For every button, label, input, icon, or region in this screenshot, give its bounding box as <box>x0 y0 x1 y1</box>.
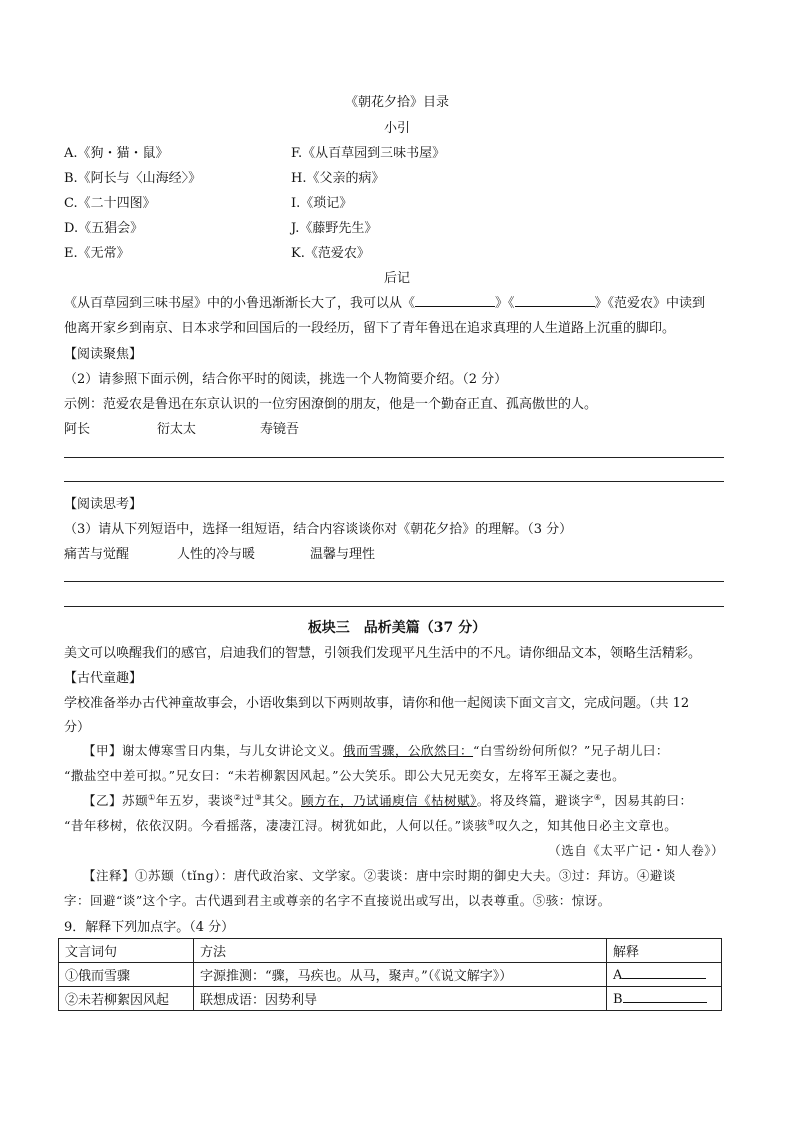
answer-line[interactable] <box>64 457 724 458</box>
table-row <box>59 963 722 987</box>
table-cell-method: 字源推测：“骤，马疾也。从马，聚声。”（《说文解字》） <box>194 963 607 987</box>
person-option: 衍太太 <box>157 422 197 437</box>
passage-jia-line: “撒盐空中差可拟。”兄女曰：“未若柳絮因风起。”公大笑乐。即公大兄无奕女，左将军王凝之妻也。 <box>64 768 626 783</box>
underlined-text: 顾方在，乃试诵庾信《枯树赋》 <box>301 793 477 808</box>
answer-line[interactable] <box>64 481 724 482</box>
notes-line: 【注释】①苏颋（tǐng）：唐代政治家、文学家。②裴谈：唐中宗时期的御史大夫。③过：拜访。④避谈 <box>83 868 676 883</box>
passage-text: 过 <box>241 793 255 808</box>
toc-item: H.《父亲的病》 <box>291 171 385 186</box>
footnote-marker: ⑤ <box>487 817 496 827</box>
answer-label: A <box>613 968 623 983</box>
person-option: 阿长 <box>64 422 91 437</box>
passage-text: 。将及终篇，避谈字 <box>476 793 594 808</box>
toc-item: K.《范爱农》 <box>291 246 370 261</box>
passage-yi-line <box>64 816 677 834</box>
table-cell-answer[interactable] <box>607 963 722 987</box>
table-row <box>59 987 722 1011</box>
section-subheading: 【古代童趣】 <box>64 671 143 686</box>
passage-text: 其父。 <box>262 793 302 808</box>
table-cell-phrase: ②未若柳絮因风起 <box>59 987 194 1011</box>
footnote-marker: ① <box>148 792 156 802</box>
toc-item: B.《阿长与〈山海经〉》 <box>64 171 202 186</box>
toc-item: I.《琐记》 <box>291 196 353 211</box>
table-header: 方法 <box>194 939 607 963</box>
passage-text: 【乙】苏颋 <box>83 793 149 808</box>
answer-label: B <box>613 992 623 1007</box>
footnote-marker: ④ <box>593 792 602 802</box>
passage-text: 年五岁，裴谈 <box>155 793 234 808</box>
footnote-marker: ② <box>233 792 242 802</box>
answer-blank[interactable] <box>415 294 495 307</box>
table-cell-method: 联想成语：因势利导 <box>194 987 607 1011</box>
toc-title: 《朝花夕拾》目录 <box>344 95 449 110</box>
passage-text: 叹久之，知其他日必主文章也。 <box>495 818 678 833</box>
question-text: 《从百草园到三味书屋》中的小鲁迅渐渐长大了，我可以从《 <box>64 296 416 311</box>
toc-item: J.《藤野先生》 <box>291 221 378 236</box>
task-instructions: 分） <box>64 720 91 735</box>
passage-yi-line <box>83 791 693 809</box>
question-text: 》《范爱农》中读到 <box>594 296 706 311</box>
passage-text: “昔年移树，依依汉阴。今看摇落，凄凄江浔。树犹如此，人何以任。”谈骇 <box>64 818 488 833</box>
question-2: （2）请参照下面示例，结合你平时的阅读，挑选一个人物简要介绍。（2 分） <box>64 372 508 387</box>
passage-text: ，因易其韵曰： <box>601 793 693 808</box>
table-header: 文言词句 <box>59 939 194 963</box>
toc-intro: 小引 <box>383 121 410 136</box>
toc-item: E.《无常》 <box>64 246 130 261</box>
question-text: 》《 <box>495 296 515 311</box>
answer-blank[interactable] <box>622 966 706 979</box>
toc-item: C.《二十四图》 <box>64 196 156 211</box>
passage-text: “白雪纷纷何所似？”兄子胡儿曰： <box>473 743 669 758</box>
table-cell-phrase: ①俄而雪骤 <box>59 963 194 987</box>
answer-line[interactable] <box>64 581 724 582</box>
question-1-line: 他离开家乡到南京、日本求学和回国后的一段经历，留下了青年鲁迅在追求真理的人生道路上沉重的脚印。 <box>64 321 676 336</box>
section-heading: 【阅读思考】 <box>64 497 143 512</box>
task-instructions: 学校准备举办古代神童故事会，小语收集到以下两则故事，请你和他一起阅读下面文言文，完成问题。（共 12 <box>64 696 690 711</box>
question-3: （3）请从下列短语中，选择一组短语，结合内容谈谈你对《朝花夕拾》的理解。（3 分） <box>64 522 573 537</box>
phrase-option: 温馨与理性 <box>310 547 376 562</box>
question-9: 9．解释下列加点字。（4 分） <box>64 920 235 935</box>
passage-source: （选自《太平广记・知人卷》） <box>548 843 724 858</box>
toc-item: A.《狗・猫・鼠》 <box>64 146 169 161</box>
section-heading: 【阅读聚焦】 <box>64 347 143 362</box>
person-option: 寿镜吾 <box>260 422 300 437</box>
table-header: 解释 <box>607 939 722 963</box>
toc-afterword: 后记 <box>383 271 410 286</box>
phrase-option: 痛苦与觉醒 <box>64 547 130 562</box>
table-cell-answer[interactable] <box>607 987 722 1011</box>
question-1-line <box>64 292 705 311</box>
toc-item: F.《从百草园到三味书屋》 <box>291 146 446 161</box>
answer-blank[interactable] <box>623 990 707 1003</box>
phrase-option: 人性的冷与暖 <box>177 547 256 562</box>
section-title: 板块三 品析美篇（37 分） <box>307 620 487 636</box>
notes-line: 字：回避“谈”这个字。古代遇到君主或尊亲的名字不直接说出或写出，以表尊重。⑤骇：惊讶。 <box>64 893 611 908</box>
answer-blank[interactable] <box>515 294 595 307</box>
footnote-marker: ③ <box>254 792 263 802</box>
passage-jia-line <box>83 741 669 759</box>
question-2-example: 示例：范爱农是鲁迅在东京认识的一位穷困潦倒的朋友，他是一个勤奋正直、孤高傲世的人。 <box>64 397 598 412</box>
vocab-table <box>58 938 722 1011</box>
toc-item: D.《五猖会》 <box>64 221 144 236</box>
passage-text: 【甲】谢太傅寒雪日内集，与儿女讲论文义。 <box>83 743 344 758</box>
table-header-row <box>59 939 722 963</box>
answer-line[interactable] <box>64 606 724 607</box>
section-intro: 美文可以唤醒我们的感官，启迪我们的智慧，引领我们发现平凡生活中的不凡。请你细品文本，领略生活精彩。 <box>64 646 702 661</box>
underlined-text: 俄而雪骤，公欣然曰： <box>343 743 474 758</box>
